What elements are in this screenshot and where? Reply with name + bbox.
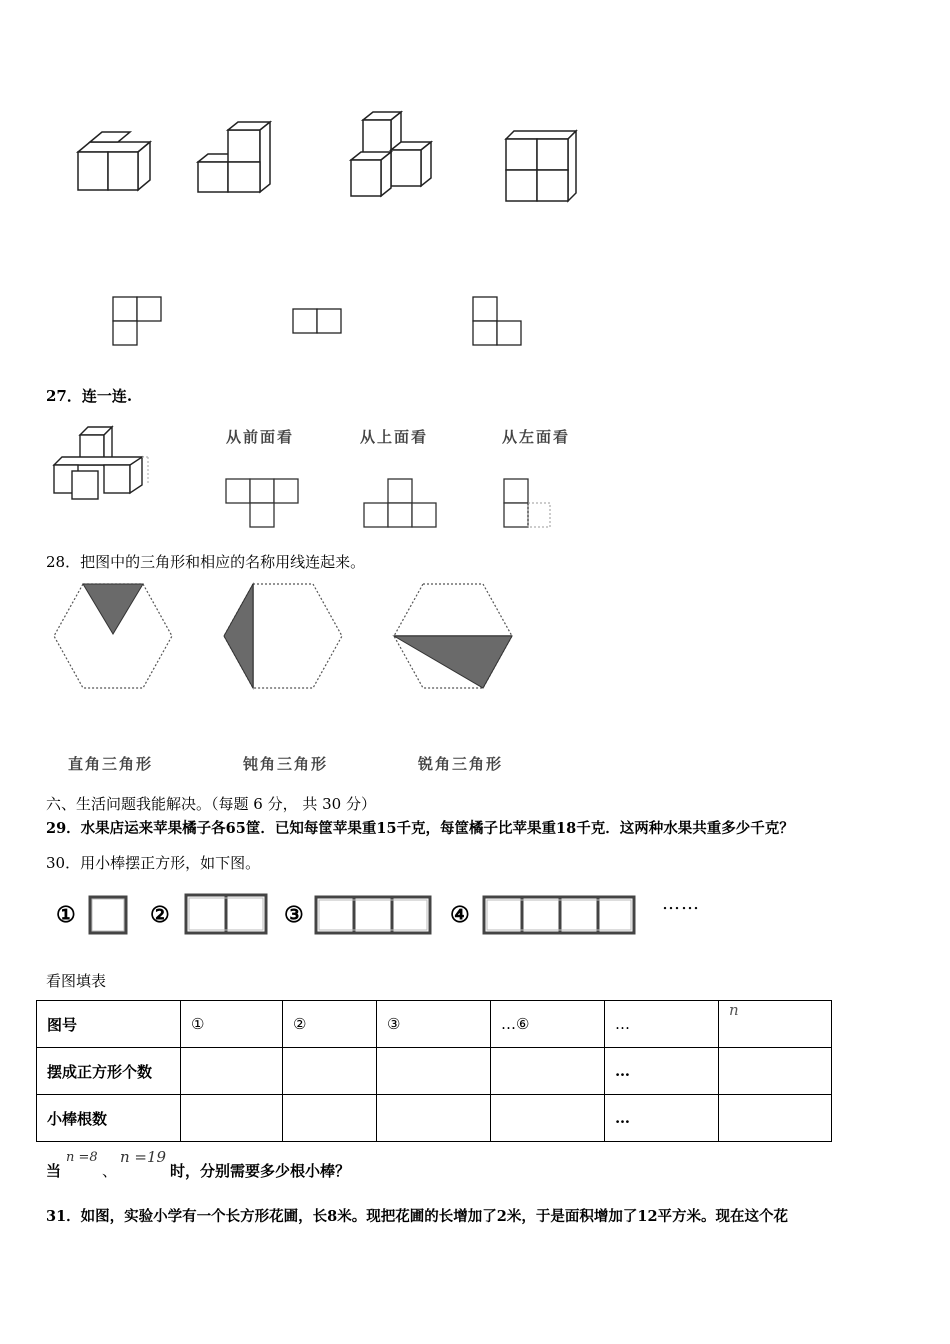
triangle-name-acute: 锐角三角形 [418,755,504,773]
table-cell: … [605,1095,719,1142]
table-title: 看图填表 [46,972,107,990]
sequence-ellipsis: …… [662,893,700,914]
view-shape-2 [290,307,345,337]
table-header-label: 图号 [37,1001,181,1048]
stick-figure-4 [480,893,640,939]
table-header-cell: ③ [377,1001,491,1048]
q30-title: 30．用小棒摆正方形，如下图。 [46,854,261,872]
table-row-label: 小棒根数 [37,1095,181,1142]
q28-title: 28．把图中的三角形和相应的名称用线连起来。 [46,553,366,571]
hexagon-right-triangle [48,582,178,692]
table-cell[interactable] [181,1048,283,1095]
hexagon-obtuse-triangle [218,582,348,692]
view-shape-3 [470,295,525,350]
table-header-cell: ② [283,1001,377,1048]
q31-text: 31．如图，实验小学有一个长方形花圃，长8米。现把花圃的长增加了2米，于是面积增加了12平方米。现在这个花 [46,1208,789,1225]
stick-figure-1 [86,893,130,937]
stick-figure-2 [182,891,272,939]
stick-figure-3 [312,893,436,939]
q30-question-prefix: 当 [46,1162,62,1180]
triangle-name-obtuse: 钝角三角形 [243,755,329,773]
view-label-left: 从左面看 [502,428,571,446]
hexagon-acute-triangle [388,582,518,692]
left-view-shape [500,475,560,530]
q30-question-suffix: 时，分别需要多少根小棒？ [170,1162,351,1180]
figure-label-4: ④ [450,902,470,928]
figure-label-3: ③ [284,902,304,928]
view-shape-1 [110,295,165,350]
table-cell[interactable] [283,1095,377,1142]
condition-n-19: n =19 [120,1148,167,1166]
table-row-label: 摆成正方形个数 [37,1048,181,1095]
table-cell[interactable] [377,1095,491,1142]
table-cell[interactable] [181,1095,283,1142]
table-cell: … [605,1048,719,1095]
figure-label-2: ② [150,902,170,928]
triangle-name-right: 直角三角形 [68,755,154,773]
cube-solid-3 [345,112,440,202]
cube-solid-4 [500,125,585,205]
table-cell[interactable] [283,1048,377,1095]
condition-n-8: n =8 [66,1150,98,1165]
table-cell[interactable] [719,1048,832,1095]
q29-text: 29．水果店运来苹果橘子各65筐．已知每筐苹果重15千克，每筐橘子比苹果重18千克．这两种水果共重多少千克？ [46,820,794,837]
cube-solid-1 [70,130,160,200]
view-label-top: 从上面看 [360,428,429,446]
figure-label-1: ① [56,902,76,928]
top-view-shape [360,475,440,530]
table-cell[interactable] [491,1095,605,1142]
table-header-cell: … [605,1001,719,1048]
table-cell[interactable] [377,1048,491,1095]
q27-cube-solid [50,425,150,500]
table-cell[interactable] [719,1095,832,1142]
table-header-cell: ① [181,1001,283,1048]
front-view-shape [222,475,302,530]
table-header-cell: …⑥ [491,1001,605,1048]
fill-table [36,1000,832,1142]
table-header-cell: n [719,1001,832,1048]
q27-title: 27．连一连. [46,387,133,405]
table-cell[interactable] [491,1048,605,1095]
condition-separator: 、 [102,1162,118,1180]
section-6-title: 六、生活问题我能解决。（每题 6 分， 共 30 分） [46,795,376,813]
view-label-front: 从前面看 [226,428,295,446]
cube-solid-2 [192,120,282,200]
